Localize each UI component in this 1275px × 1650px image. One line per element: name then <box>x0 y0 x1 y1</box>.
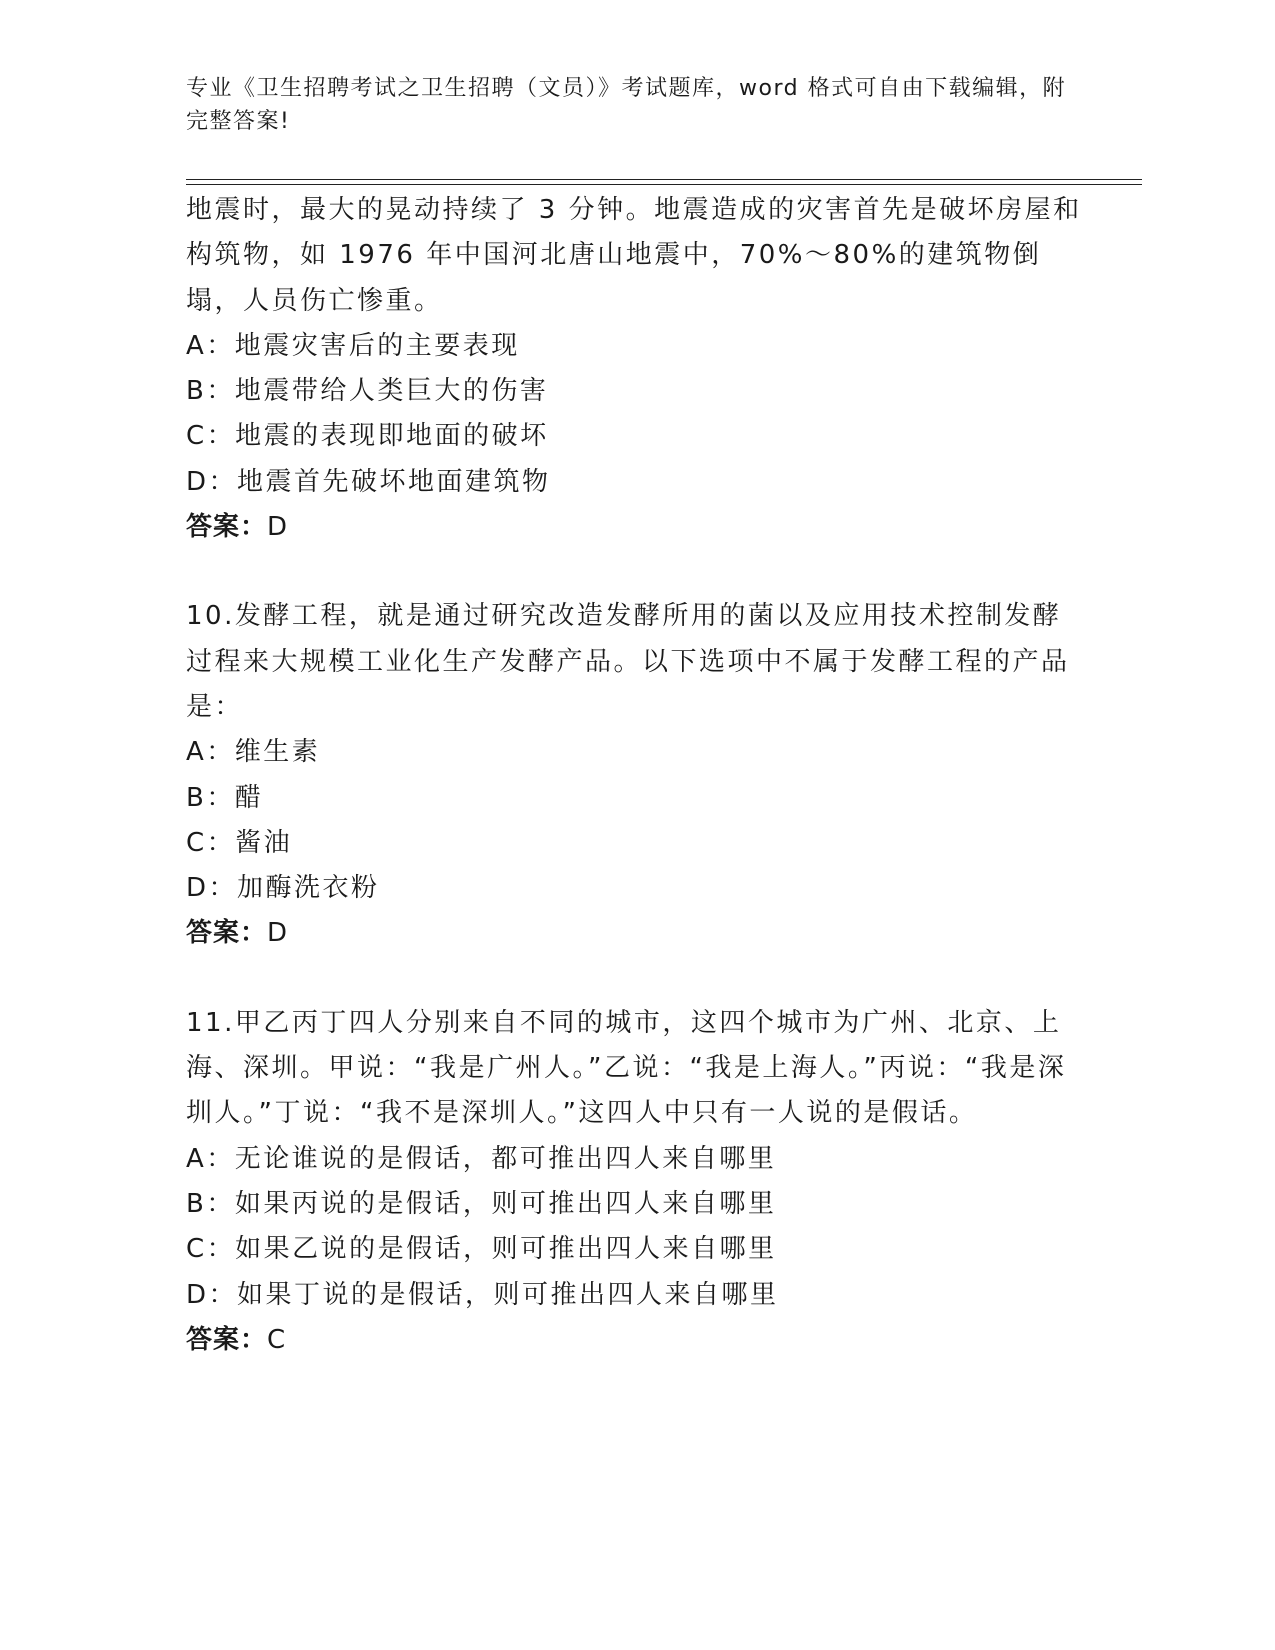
question-list <box>186 188 1086 1363</box>
option-a: A：地震灾害后的主要表现 <box>186 330 520 361</box>
option-a: A：维生素 <box>186 737 321 768</box>
option-a: A：无论谁说的是假话，都可推出四人来自哪里 <box>186 1143 777 1174</box>
question-stem: 11.甲乙丙丁四人分别来自不同的城市，这四个城市为广州、北京、上海、深圳。甲说：“我是广州人。”乙说：“我是上海人。”丙说：“我是深圳人。”丁说：“我不是深圳人。”这四人中只有一人说的是假话。 <box>186 1007 1067 1129</box>
option-c: C：地震的表现即地面的破坏 <box>186 421 549 452</box>
option-b: B：醋 <box>186 782 264 813</box>
option-d: D：加酶洗衣粉 <box>186 873 380 904</box>
answer-line <box>186 911 1086 956</box>
question-block <box>186 594 1086 956</box>
answer-value: D <box>267 918 289 949</box>
option-b: B：如果丙说的是假话，则可推出四人来自哪里 <box>186 1188 777 1219</box>
answer-value: D <box>267 512 289 543</box>
question-stem: 10.发酵工程，就是通过研究改造发酵所用的菌以及应用技术控制发酵过程来大规模工业化生产发酵产品。以下选项中不属于发酵工程的产品是： <box>186 601 1070 722</box>
answer-label: 答案： <box>186 1324 268 1355</box>
header-rule-top <box>186 179 1142 180</box>
header-rule-bottom <box>186 184 1142 185</box>
answer-line <box>186 1318 1086 1363</box>
option-b: B：地震带给人类巨大的伤害 <box>186 376 549 407</box>
answer-label: 答案： <box>186 918 268 949</box>
answer-line <box>186 505 1086 550</box>
page-header: 专业《卫生招聘考试之卫生招聘（文员）》考试题库，word 格式可自由下载编辑，附完整答案! <box>186 76 1067 134</box>
option-c: C：如果乙说的是假话，则可推出四人来自哪里 <box>186 1234 777 1265</box>
question-block <box>186 1001 1086 1363</box>
question-block <box>186 188 1086 550</box>
question-stem: 地震时，最大的晃动持续了 3 分钟。地震造成的灾害首先是破坏房屋和构筑物，如 1976 年中国河北唐山地震中，70%～80%的建筑物倒塌，人员伤亡惨重。 <box>186 195 1082 316</box>
option-c: C：酱油 <box>186 827 293 858</box>
answer-value: C <box>267 1324 287 1355</box>
option-d: D：地震首先破坏地面建筑物 <box>186 466 551 497</box>
answer-label: 答案： <box>186 512 268 543</box>
option-d: D：如果丁说的是假话，则可推出四人来自哪里 <box>186 1279 779 1310</box>
